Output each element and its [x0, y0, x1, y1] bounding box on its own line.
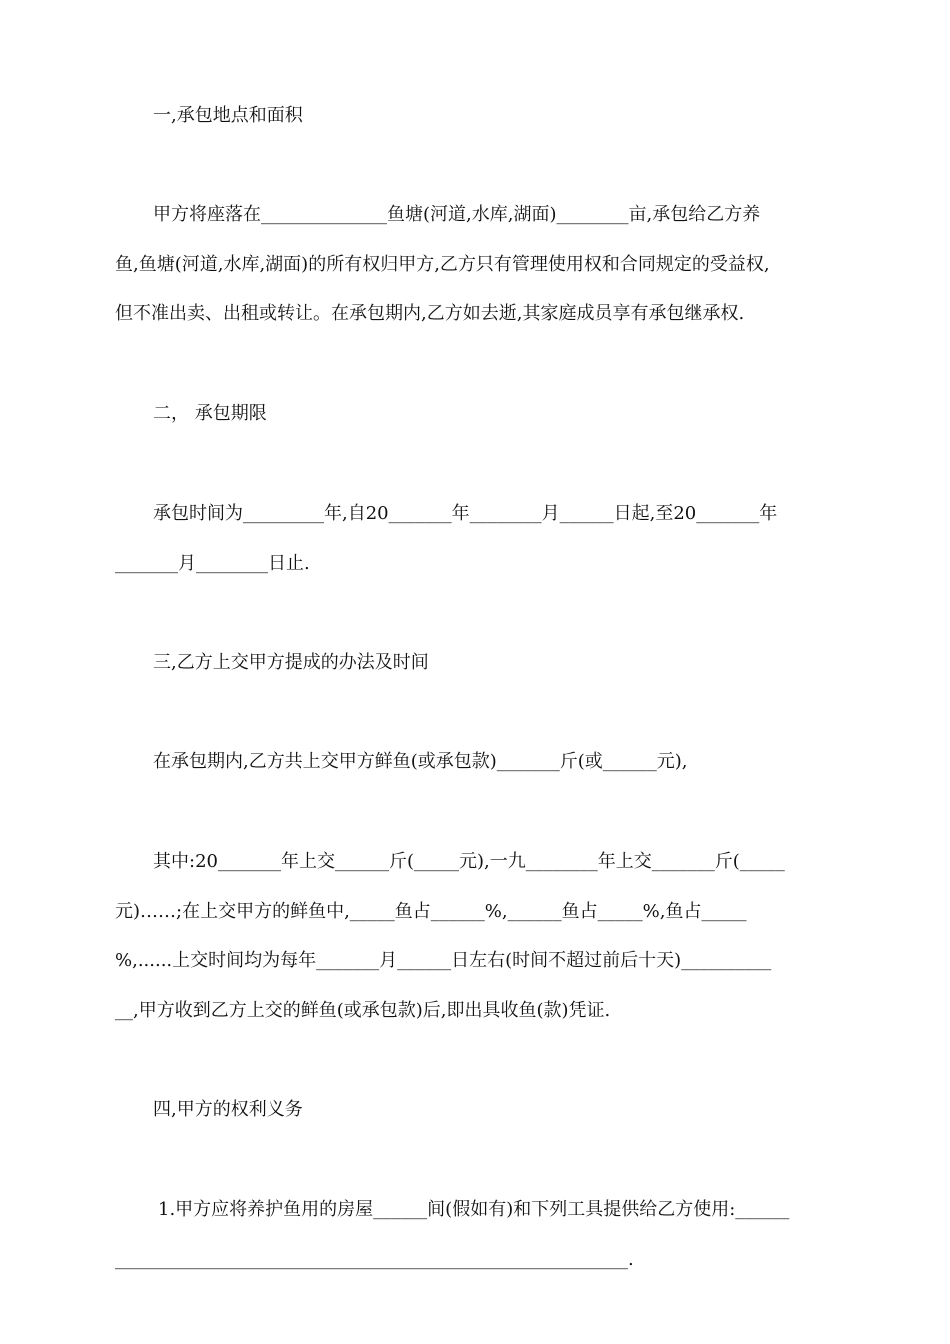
section-1-line-3: 但不准出卖、出租或转让。在承包期内,乙方如去逝,其家庭成员享有承包继承权. [115, 303, 745, 324]
section-3-heading: 三,乙方上交甲方提成的办法及时间 [153, 652, 429, 673]
section-3-line-2: 元)……;在上交甲方的鲜鱼中,_____鱼占______%,______鱼占_____%,鱼占_____ [115, 901, 747, 922]
section-1-line-1: 甲方将座落在______________鱼塘(河道,水库,湖面)________亩,承包给乙方养 [153, 204, 761, 225]
section-3-paragraph-1: 在承包期内,乙方共上交甲方鲜鱼(或承包款)_______斤(或______元), [153, 751, 688, 772]
section-1-line-2: 鱼,鱼塘(河道,水库,湖面)的所有权归甲方,乙方只有管理使用权和合同规定的受益权, [115, 254, 770, 275]
section-2-line-1: 承包时间为_________年,自20_______年________月______日起,至20_______年 [153, 503, 778, 524]
section-3-line-1: 其中:20_______年上交______斤(_____元),一九________年上交_______斤(_____ [153, 851, 785, 872]
section-2-heading: 二， 承包期限 [153, 403, 267, 424]
section-2-line-2: _______月________日止. [115, 553, 310, 574]
section-4-line-2: _________________________________________________________. [115, 1249, 634, 1270]
section-1-heading: 一,承包地点和面积 [153, 105, 303, 126]
section-3-line-4: __,甲方收到乙方上交的鲜鱼(或承包款)后,即出具收鱼(款)凭证. [115, 1000, 611, 1021]
section-4-line-1: 1.甲方应将养护鱼用的房屋______间(假如有)和下列工具提供给乙方使用:______ [158, 1199, 790, 1220]
section-4-heading: 四,甲方的权利义务 [153, 1099, 303, 1120]
section-3-line-3: %,......上交时间均为每年_______月______日左右(时间不超过前后十天)__________ [115, 950, 772, 971]
